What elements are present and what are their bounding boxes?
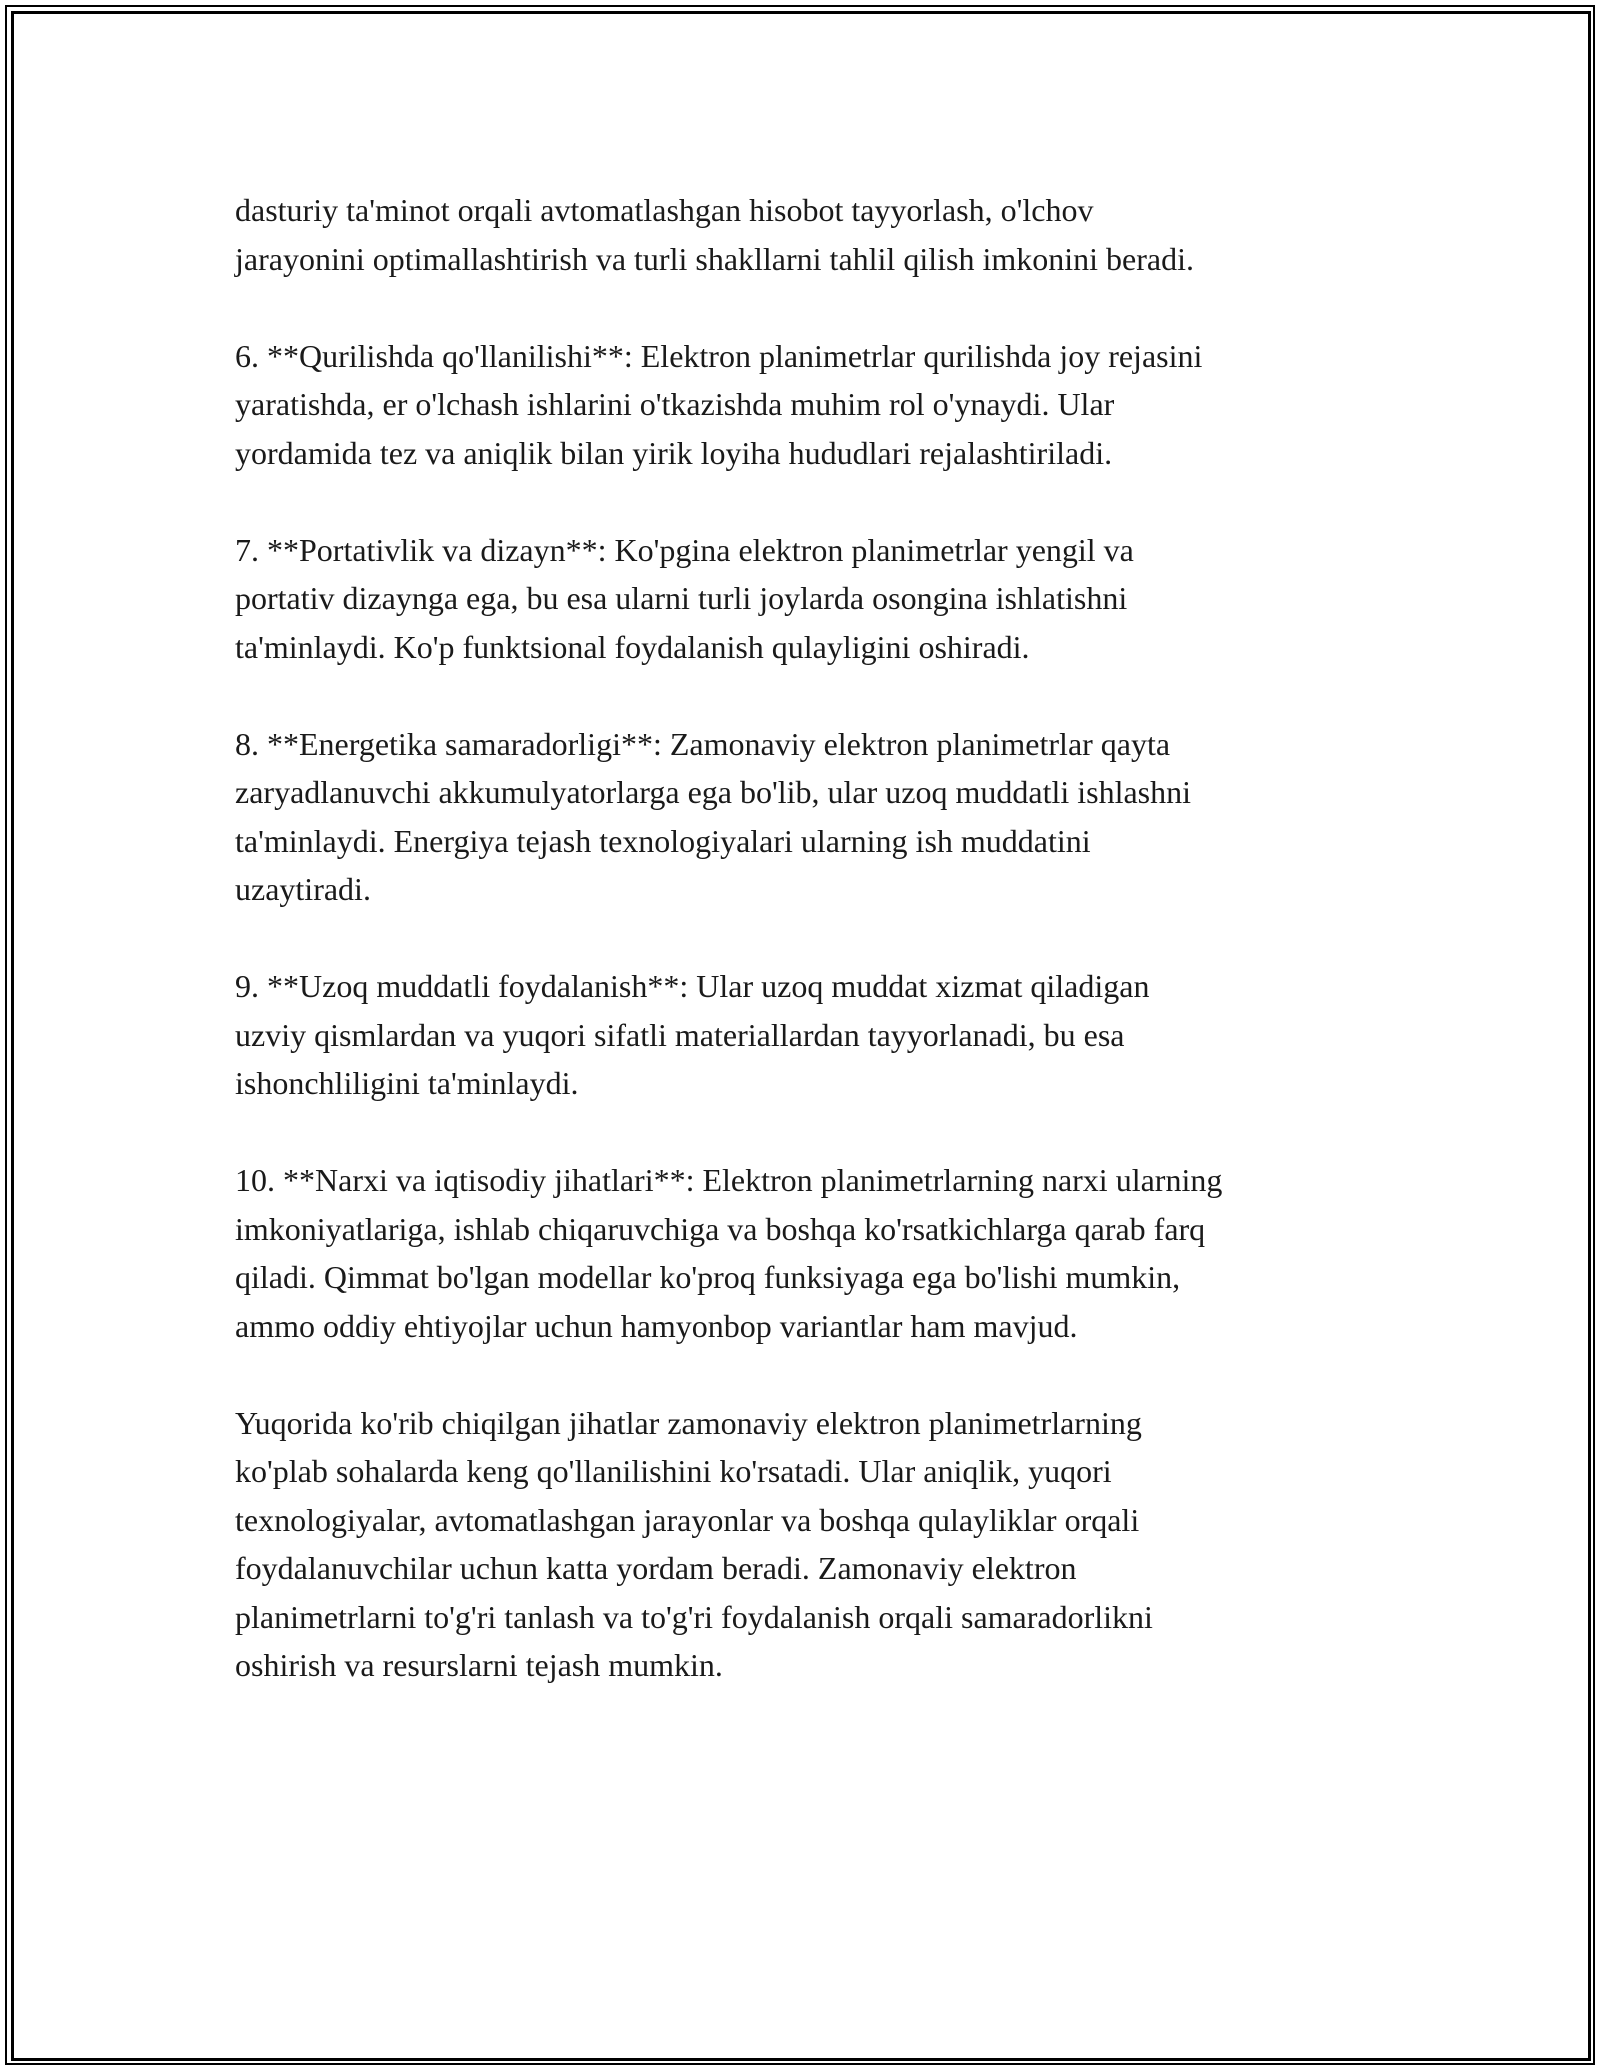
- text-line: qiladi. Qimmat bo'lgan modellar ko'proq funksiyaga ega bo'lishi mumkin,: [235, 1259, 1181, 1295]
- text-line: 10. **Narxi va iqtisodiy jihatlari**: Elektron planimetrlarning narxi ularning: [235, 1162, 1223, 1198]
- text-line: 9. **Uzoq muddatli foydalanish**: Ular uzoq muddat xizmat qiladigan: [235, 968, 1150, 1004]
- paragraph-item-10: [235, 1156, 1395, 1350]
- paragraph-item-9: [235, 962, 1395, 1108]
- text-line: imkoniyatlariga, ishlab chiqaruvchiga va boshqa ko'rsatkichlarga qarab farq: [235, 1210, 1206, 1247]
- paragraph-item-8: [235, 720, 1395, 914]
- text-line: uzviy qismlardan va yuqori sifatli materiallardan tayyorlanadi, bu esa: [235, 1016, 1125, 1053]
- text-line: ta'minlaydi. Ko'p funktsional foydalanish qulayligini oshiradi.: [235, 628, 1030, 665]
- text-line: ta'minlaydi. Energiya tejash texnologiyalari ularning ish muddatini: [235, 822, 1091, 859]
- paragraph-continuation: [235, 186, 1395, 283]
- text-line: 7. **Portativlik va dizayn**: Ko'pgina elektron planimetrlar yengil va: [235, 531, 1134, 568]
- text-line: portativ dizaynga ega, bu esa ularni turli joylarda osongina ishlatishni: [235, 580, 1128, 616]
- text-line: oshirish va resurslarni tejash mumkin.: [235, 1647, 723, 1683]
- text-line: 6. **Qurilishda qo'llanilishi**: Elektron planimetrlar qurilishda joy rejasini: [235, 337, 1203, 374]
- text-line: uzaytiradi.: [235, 871, 371, 907]
- text-line: yaratishda, er o'lchash ishlarini o'tkazishda muhim rol o'ynaydi. Ular: [235, 386, 1115, 422]
- paragraph-conclusion: [235, 1399, 1395, 1690]
- paragraph-item-6: [235, 332, 1395, 478]
- text-line: ko'plab sohalarda keng qo'llanilishini ko'rsatadi. Ular aniqlik, yuqori: [235, 1453, 1112, 1489]
- text-line: dasturiy ta'minot orqali avtomatlashgan hisobot tayyorlash, o'lchov: [235, 192, 1094, 228]
- text-line: yordamida tez va aniqlik bilan yirik loyiha hududlari rejalashtiriladi.: [235, 434, 1113, 471]
- text-line: planimetrlarni to'g'ri tanlash va to'g'ri foydalanish orqali samaradorlikni: [235, 1598, 1153, 1635]
- text-line: ishonchliligini ta'minlaydi.: [235, 1065, 579, 1101]
- text-line: ammo oddiy ehtiyojlar uchun hamyonbop variantlar ham mavjud.: [235, 1307, 1078, 1344]
- text-line: texnologiyalar, avtomatlashgan jarayonlar va boshqa qulayliklar orqali: [235, 1501, 1140, 1538]
- text-line: Yuqorida ko'rib chiqilgan jihatlar zamonaviy elektron planimetrlarning: [235, 1404, 1142, 1441]
- text-line: jarayonini optimallashtirish va turli shakllarni tahlil qilish imkonini beradi.: [235, 240, 1194, 277]
- paragraph-item-7: [235, 526, 1395, 672]
- text-line: zaryadlanuvchi akkumulyatorlarga ega bo'lib, ular uzoq muddatli ishlashni: [235, 774, 1192, 810]
- text-line: 8. **Energetika samaradorligi**: Zamonaviy elektron planimetrlar qayta: [235, 725, 1171, 762]
- document-body: [235, 186, 1395, 1738]
- text-line: foydalanuvchilar uchun katta yordam beradi. Zamonaviy elektron: [235, 1550, 1077, 1586]
